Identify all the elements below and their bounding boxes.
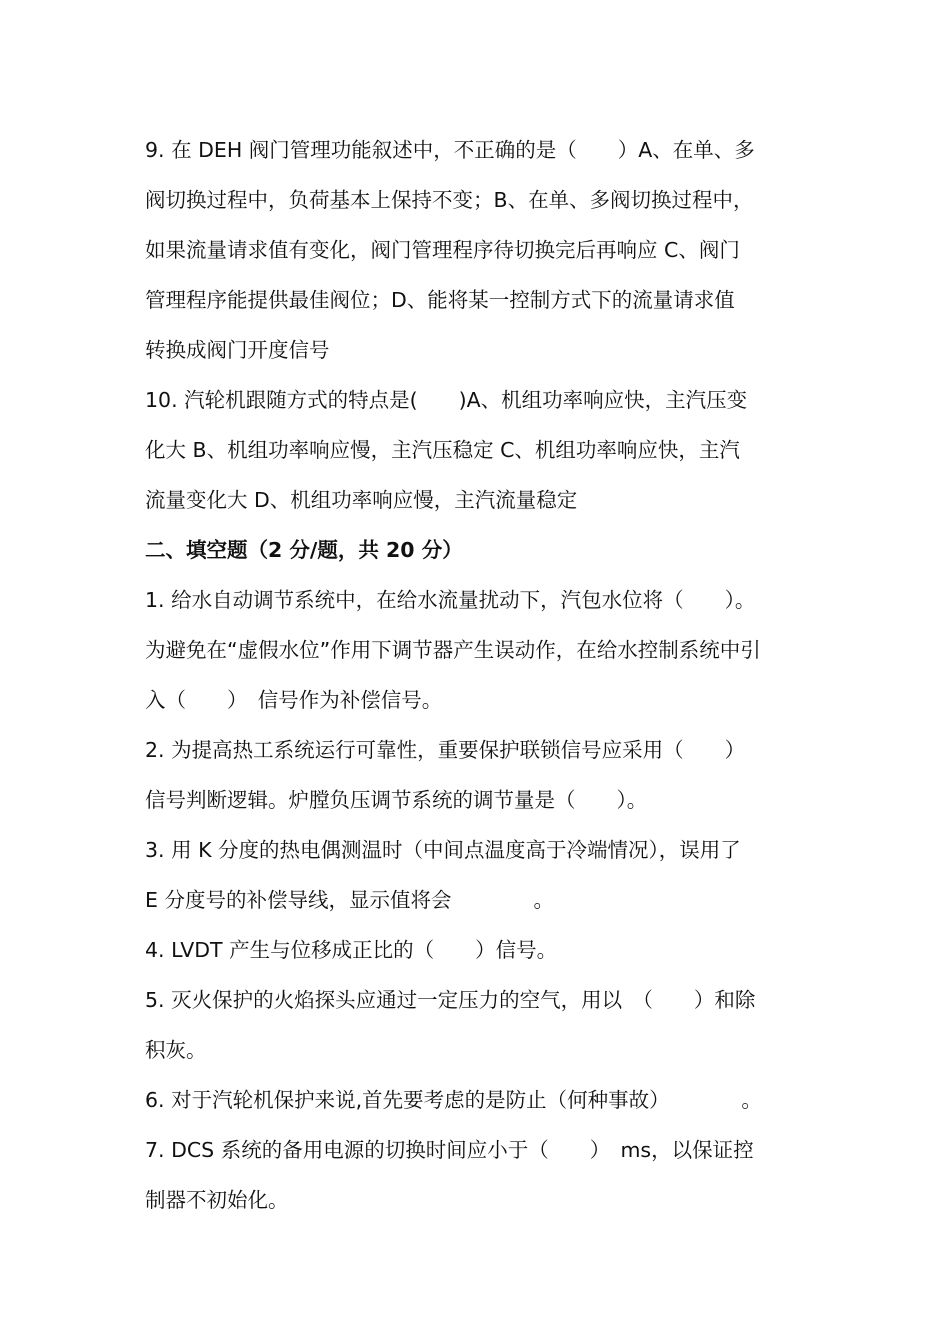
fill-4-line-1: 4. LVDT 产生与位移成正比的（ ）信号。: [145, 938, 558, 962]
question-10-line-1: 10. 汽轮机跟随方式的特点是( )A、机组功率响应快，主汽压变: [145, 388, 748, 412]
question-9-line-4: 管理程序能提供最佳阀位；D、能将某一控制方式下的流量请求值: [145, 288, 735, 312]
fill-3-line-1: 3. 用 K 分度的热电偶测温时（中间点温度高于冷端情况），误用了: [145, 838, 741, 862]
fill-2-line-2: 信号判断逻辑。炉膛负压调节系统的调节量是（ ）。: [145, 788, 648, 812]
fill-5-line-2: 积灰。: [145, 1038, 207, 1062]
question-9-line-5: 转换成阀门开度信号: [145, 338, 330, 362]
question-9-line-2: 阀切换过程中，负荷基本上保持不变；B、在单、多阀切换过程中，: [145, 188, 754, 212]
section-heading-fill-in: 二、填空题（2 分/题，共 20 分）: [145, 538, 463, 562]
fill-7-line-1: 7. DCS 系统的备用电源的切换时间应小于（ ） ms，以保证控: [145, 1138, 754, 1162]
question-10-line-2: 化大 B、机组功率响应慢，主汽压稳定 C、机组功率响应快，主汽: [145, 438, 740, 462]
question-10-line-3: 流量变化大 D、机组功率响应慢，主汽流量稳定: [145, 488, 578, 512]
question-9-line-1: 9. 在 DEH 阀门管理功能叙述中，不正确的是（ ）A、在单、多: [145, 138, 755, 162]
fill-2-line-1: 2. 为提高热工系统运行可靠性，重要保护联锁信号应采用（ ）: [145, 738, 746, 762]
fill-5-line-1: 5. 灭火保护的火焰探头应通过一定压力的空气，用以 （ ）和除: [145, 988, 756, 1012]
fill-6-line-1: 6. 对于汽轮机保护来说,首先要考虑的是防止（何种事故） 。: [145, 1088, 762, 1112]
fill-1-line-1: 1. 给水自动调节系统中，在给水流量扰动下，汽包水位将（ ）。: [145, 588, 756, 612]
document-body: [145, 125, 825, 1225]
fill-3-line-2: E 分度号的补偿导线，显示值将会 。: [145, 888, 554, 912]
fill-1-line-2: 为避免在“虚假水位”作用下调节器产生误动作，在给水控制系统中引: [145, 638, 761, 662]
fill-7-line-2: 制器不初始化。: [145, 1188, 289, 1212]
fill-1-line-3: 入（ ） 信号作为补偿信号。: [145, 688, 443, 712]
question-9-line-3: 如果流量请求值有变化，阀门管理程序待切换完后再响应 C、阀门: [145, 238, 740, 262]
